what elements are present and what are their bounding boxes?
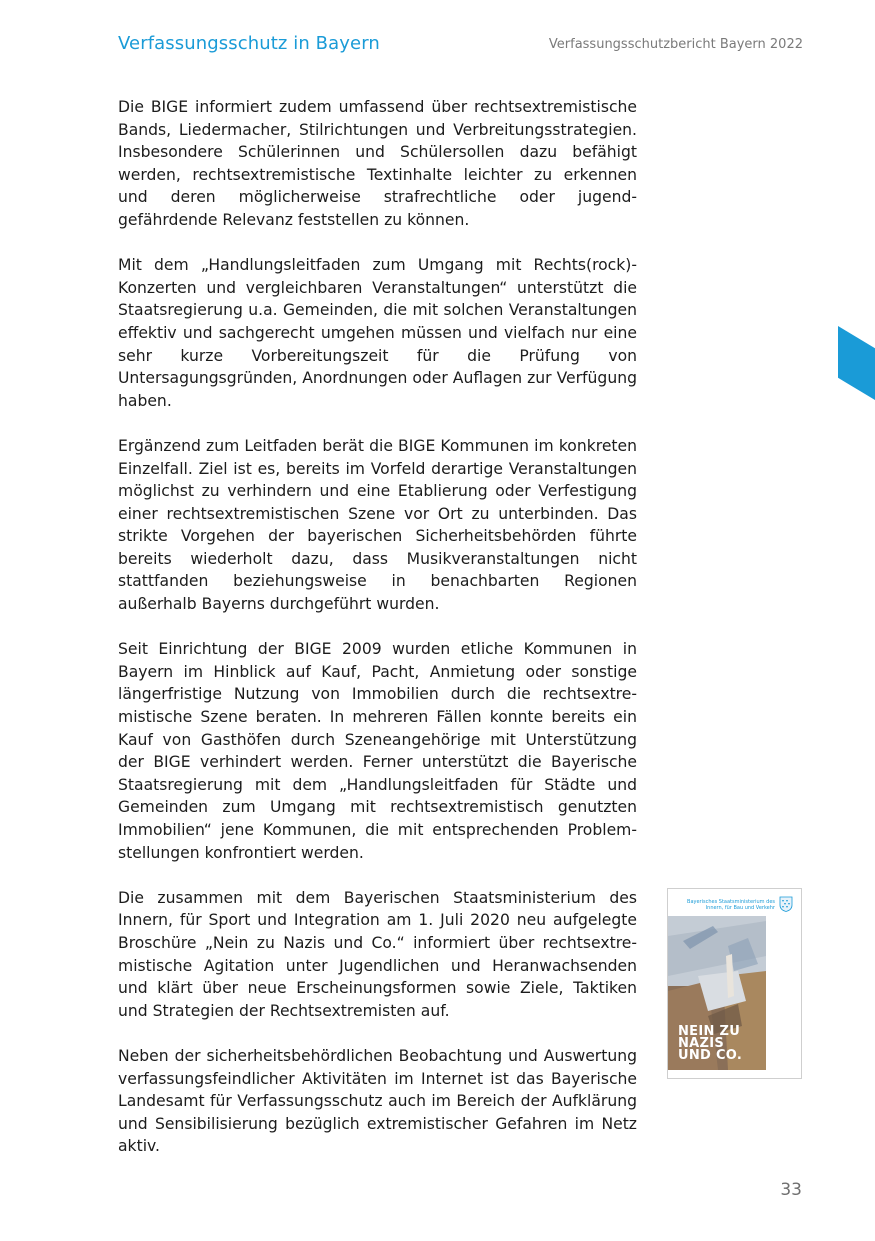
page-number: 33 [780,1180,802,1200]
paragraph: Die BIGE informiert zudem umfassend über rechtsextremistische Bands, Liedermacher, Stilrichtungen und Verbreitungsstrategien. Insbesondere Schülerinnen und Schülersollen dazu befähigt werden, rechtsextremistische Textinhalte leichter zu erkennen und deren möglicherweise strafrechtliche oder jugendgefährdende Relevanz feststellen zu können. [118,98,637,229]
section-title: Verfassungsschutz in Bayern [118,33,380,54]
paragraph: Ergänzend zum Leitfaden berät die BIGE Kommunen im konkreten Einzelfall. Ziel ist es, bereits im Vorfeld derartige Veranstaltungen möglichst zu verhindern und eine Etablierung oder Verfestigung einer rechtsextremistischen Szene vor Ort zu unterbinden. Das strikte Vorgehen der bayerischen Sicherheitsbehörden führte bereits wiederholt dazu, dass Musikveranstaltungen nicht stattfanden beziehungsweise in benachbarten Regionen außerhalb Bayerns durchgeführt wurden. [118,436,637,614]
brochure-cover-header [668,889,801,917]
brochure-cover-photo [668,916,766,1070]
paragraph: Mit dem „Handlungsleitfaden zum Umgang mit Rechts(rock)-Konzerten und vergleichbaren Veranstaltungen“ unterstützt die Staatsregierung u.a. Gemeinden, die mit solchen Veranstaltungen effektiv und sachgerecht umgehen müssen und vielfach nur eine sehr kurze Vorbereitungszeit für die Prüfung von Untersagungsgründen, Anordnungen oder Auflagen zur Verfügung haben. [118,256,637,410]
report-title: Verfassungsschutzbericht Bayern 2022 [548,37,803,52]
paragraph: Neben der sicherheitsbehördlichen Beobachtung und Auswertung verfassungsfeindlicher Aktivitäten im Internet ist das Bayerische Landesamt für Verfassungsschutz auch im Bereich der Aufklärung und Sensibilisierung bezüglich extremistischer Gefahren im Netz aktiv. [118,1046,637,1156]
brochure-publisher: Bayerisches Staatsministerium des Innern, für Bau und Verkehr [687,899,775,911]
paragraph: Seit Einrichtung der BIGE 2009 wurden etliche Kommunen in Bayern im Hinblick auf Kauf, Pacht, Anmietung oder sonstige längerfristige Nutzung von Immobilien durch die rechtsextremistische Szene beraten. In mehreren Fällen konnte bereits ein Kauf von Gasthöfen durch Szeneangehörige mit Unterstützung der BIGE verhindert werden. Ferner unterstützt die Bayerische Staatsregierung mit dem „Handlungsleitfaden für Städte und Gemeinden zum Umgang mit rechtsextremistisch genutzten Immobilien“ jene Kommunen, die mit entsprechenden Problemstellungen konfrontiert werden. [118,640,637,862]
brochure-thumbnail [667,888,802,1079]
paragraph: Die zusammen mit dem Bayerischen Staatsministerium des Innern, für Sport und Integration am 1. Juli 2020 neu aufgelegte Broschüre „Nein zu Nazis und Co.“ informiert über rechtsextremistische Agitation unter Jugendlichen und Heranwachsenden und klärt über neue Erscheinungsformen sowie Ziele, Taktiken und Strategien der Rechtsextremisten auf. [118,888,637,1020]
brochure-title-line: NAZIS [678,1036,725,1051]
brochure-title [678,1026,742,1062]
brochure-title-line: UND CO. [678,1048,743,1063]
bavarian-crest-icon [779,896,793,912]
brochure-title-line: NEIN ZU [678,1024,741,1039]
body-text [118,96,637,1158]
chapter-tab-marker [838,326,875,400]
